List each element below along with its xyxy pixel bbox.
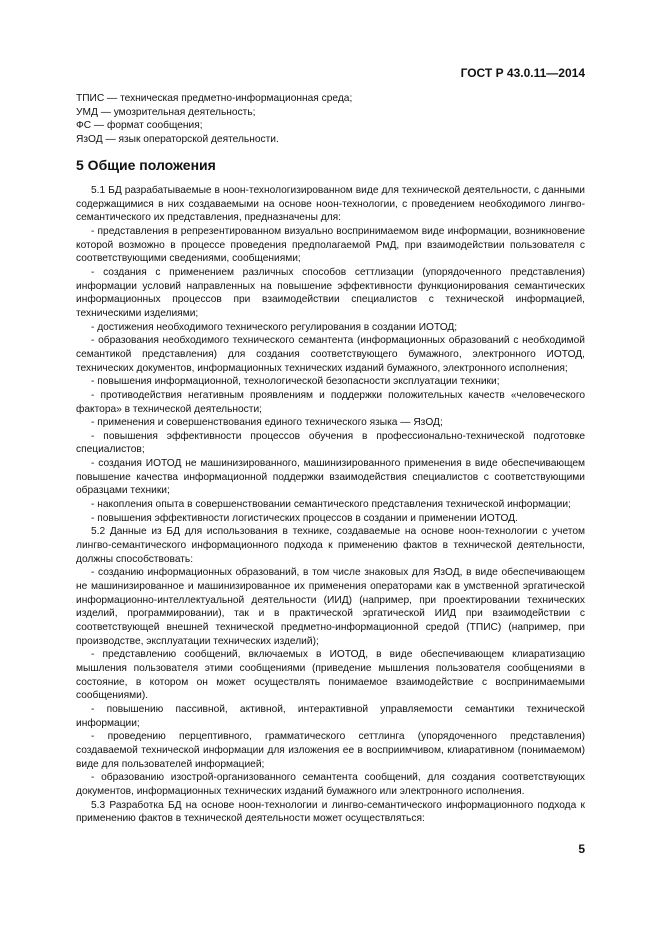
list-item: - созданию информационных образований, в том числе знаковых для ЯзОД, в виде обеспечивающем не машинизированное и машинизированное их применения операторами как в умственной эргатической информационно-интеллектуальной деятельности (ИИД) (например, при проектировании технических изделий, программировании), так и в практической эргатической ИИД при взаимодействии с соответствующей внешней технической предметно-информационной средой (ТПИС) (например, при производстве, эксплуатации технических изделий);	[76, 567, 585, 647]
list-item: - повышения информационной, технологической безопасности эксплуатации техники;	[91, 376, 500, 388]
paragraph: 5.1 БД разрабатываемые в ноон-технологизированном виде для технической деятельности, с данными содержащимися в них создаваемыми на основе ноон-технологии, с проведением необходимого лингво- семантического их представления, предназначены для:	[76, 185, 585, 224]
list-item: - проведению перцептивного, грамматического сеттлинга (упорядоченного представления) создаваемой технической информации для изложения ее в восприимчивом, клиаративном (понимаемом) виде для пользователей информацией;	[76, 731, 585, 770]
list-item: - достижения необходимого технического регулирования в создании ИОТОД;	[91, 321, 458, 333]
list-item: - повышению пассивной, активной, интерактивной управляемости семантики технической информации;	[76, 703, 585, 729]
abbreviation-item: ТПИС — техническая предметно-информационная среда;	[76, 93, 353, 104]
abbreviation-item: ФС — формат сообщения;	[76, 120, 203, 132]
paragraph: 5.2 Данные из БД для использования в технике, создаваемые на основе ноон-технологии с учетом лингво-семантического информационного подхода к применению фактов в технической деятельности, должны способствовать:	[76, 526, 585, 565]
list-item: - представления в репрезентированном визуально воспринимаемом виде информации, возникновение которой возможно в процессе проведения предполагаемой РмД, при взаимодействии пользователя с соответствующими сведениями, сообщениями;	[76, 225, 585, 265]
section-body	[76, 184, 585, 826]
list-item: - противодействия негативным проявлениям и поддержки положительных качеств «человеческого фактора» в технической деятельности;	[76, 389, 585, 415]
list-item: - накопления опыта в совершенствовании семантического представления технической информации;	[91, 499, 571, 511]
list-item: - применения и совершенствования единого технического языка — ЯзОД;	[91, 417, 443, 429]
page-number: 5	[578, 842, 585, 856]
section-title: 5 Общие положения	[76, 157, 216, 173]
paragraph: 5.3 Разработка БД на основе ноон-технологии и лингво-семантического информационного подхода к применению фактов в технической деятельности может осуществляться:	[76, 799, 585, 825]
abbreviations-list	[76, 92, 586, 146]
list-item: - создания с применением различных способов сеттлизации (упорядоченного представления) информации условий направленных на повышение эффективности функционирования семантических информационных процессов при взаимодействии специалистов с технической информацией, техническими изделиями;	[76, 266, 585, 319]
list-item: - повышения эффективности процессов обучения в профессионально-технической подготовке специалистов;	[76, 430, 585, 456]
list-item: - образования необходимого технического семантента (информационных образований с необходимой семантикой представления) для создания соответствующего бумажного, электронного ИОТОД, технических документов, информационных технических изданий бумажного, электронного исполнения;	[76, 335, 585, 374]
list-item: - повышения эффективности логистических процессов в создании и применении ИОТОД.	[91, 512, 518, 524]
standard-code: ГОСТ Р 43.0.11—2014	[460, 66, 585, 80]
abbreviation-item: ЯзОД — язык операторской деятельности.	[76, 133, 279, 145]
list-item: - создания ИОТОД не машинизированного, машинизированного применения в виде обеспечивающем повышение качества информационной поддержки взаимодействия специалистов с соответствующими образцами техники;	[76, 458, 585, 497]
abbreviation-item: УМД — умозрительная деятельность;	[76, 106, 256, 118]
list-item: - представлению сообщений, включаемых в ИОТОД, в виде обеспечивающем клиаратизацию мышления пользователя этими сообщениями (приведение мышления пользователя сообщениями в состояние, в котором он может осуществлять понимаемое взаимодействие с воспринимаемыми сообщениями).	[76, 649, 585, 702]
list-item: - образованию изострой-организованного семантента сообщений, для создания соответствующих документов, информационных технических изданий бумажного или электронного исполнения.	[76, 772, 585, 797]
